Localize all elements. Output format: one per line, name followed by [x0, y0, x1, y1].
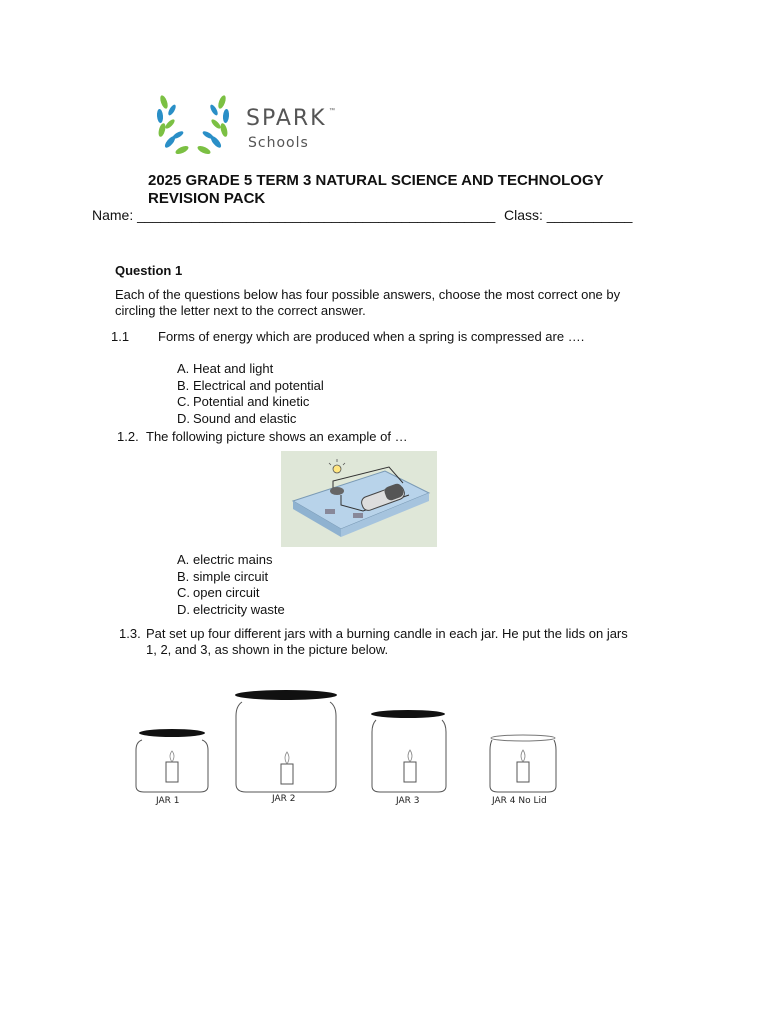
option-b[interactable]: B. Electrical and potential — [177, 377, 324, 393]
laurel-right-icon — [196, 94, 229, 155]
simple-circuit-image — [281, 451, 437, 547]
question-number: 1.2. — [117, 429, 139, 444]
option-a[interactable]: A. Heat and light — [177, 361, 274, 376]
question-text: The following picture shows an example of … — [146, 429, 408, 444]
jar-label: JAR 4 No Lid — [492, 796, 547, 806]
option-d[interactable]: D. electricity waste — [177, 601, 285, 617]
candle-jars-image — [132, 688, 572, 810]
jar-4 — [490, 735, 556, 792]
options-list — [177, 552, 285, 618]
brand-subtitle: Schools — [248, 135, 309, 151]
jar-label: JAR 3 — [396, 796, 420, 806]
option-b[interactable]: B. simple circuit — [177, 568, 269, 584]
brand-name: SPARK — [246, 106, 327, 131]
jar-label: JAR 2 — [272, 794, 296, 804]
question-text: Forms of energy which are produced when a spring is compressed are …. — [158, 329, 585, 344]
question-heading: Question 1 — [115, 263, 183, 278]
brand-trademark: ™ — [329, 108, 335, 114]
jar-1 — [136, 729, 208, 792]
jar-label: JAR 1 — [156, 796, 180, 806]
options-list — [177, 361, 324, 427]
option-c[interactable]: C. open circuit — [177, 585, 260, 600]
document-title: 2025 GRADE 5 TERM 3 NATURAL SCIENCE AND TECHNOLOGY REVISION PACK — [148, 172, 604, 207]
option-c[interactable]: C. Potential and kinetic — [177, 394, 310, 409]
laurel-left-icon — [156, 94, 189, 155]
name-field: Name: ______________________________________________ — [92, 207, 496, 223]
jar-3 — [371, 710, 446, 792]
question-instructions: Each of the questions below has four possible answers, choose the most correct one by circling the letter next to the correct answer. — [115, 287, 621, 318]
class-field: Class: ___________ — [504, 207, 633, 223]
jar-2 — [235, 690, 337, 792]
question-number: 1.1 — [111, 329, 130, 344]
option-d[interactable]: D. Sound and elastic — [177, 410, 297, 426]
question-number: 1.3. — [119, 626, 141, 641]
question-text: Pat set up four different jars with a burning candle in each jar. He put the lids on jars 1, 2, and 3, as shown in the picture below. — [146, 626, 628, 657]
option-a[interactable]: A. electric mains — [177, 552, 273, 567]
